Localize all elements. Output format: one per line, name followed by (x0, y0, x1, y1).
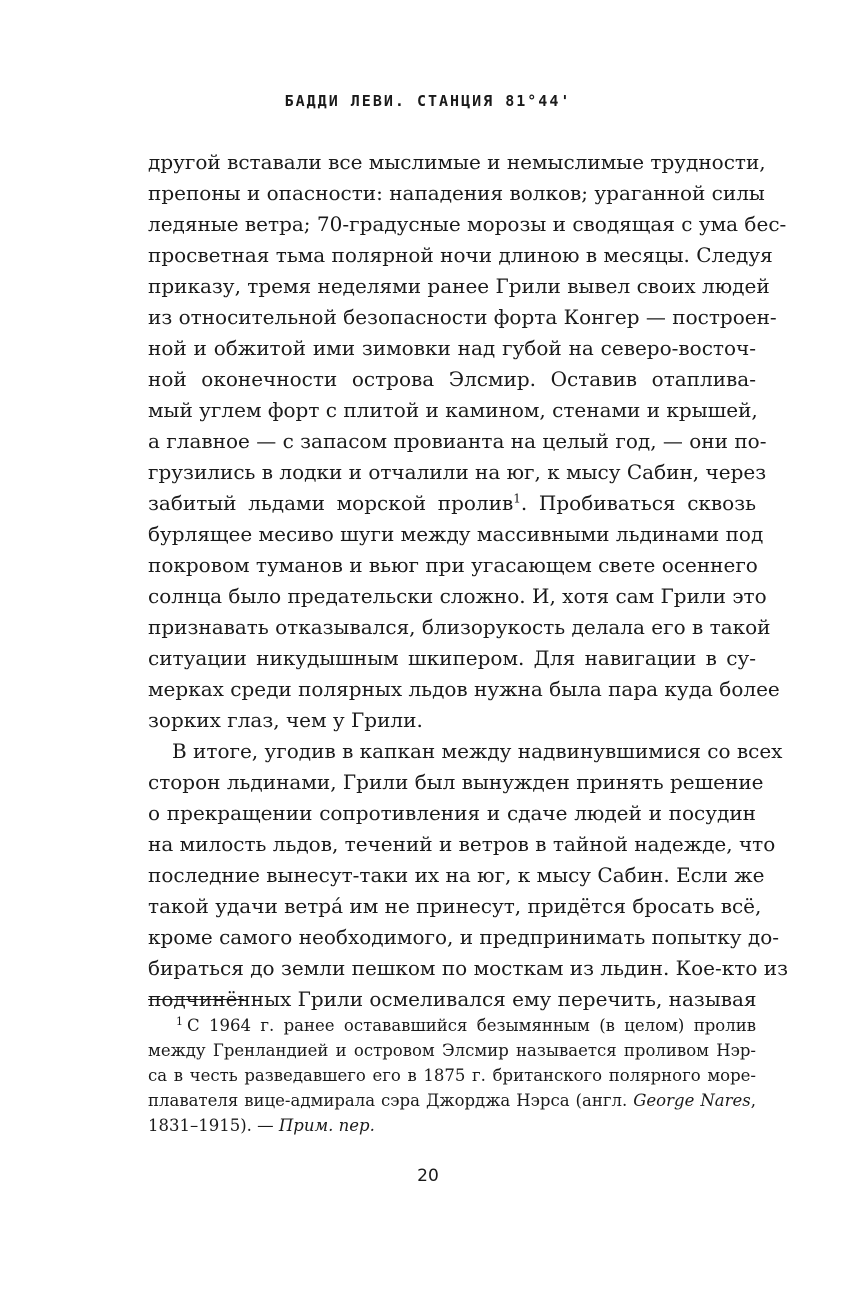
body-line: а главное — с запасом провианта на целый год, — они по- (148, 429, 767, 453)
body-line: бираться до земли пешком по мосткам из льдин. Кое-кто из (148, 956, 788, 980)
body-line: подчинённых Грили осмеливался ему перечить, называя (148, 987, 757, 1011)
body-line-text: забитый льдами морской пролив (148, 491, 514, 515)
body-line: сторон льдинами, Грили был вынужден принять решение (148, 770, 764, 794)
body-line: мый углем форт с плитой и камином, стенами и крышей, (148, 398, 758, 422)
body-line: бурлящее месиво шуги между массивными льдинами под (148, 522, 764, 546)
body-line: ной оконечности острова Элсмир. Оставив отаплива- (148, 367, 756, 391)
footnote-italic-name: George Nares (633, 1091, 751, 1110)
body-line: ситуации никудышным шкипером. Для навигации в су- (148, 646, 756, 670)
body-line: ледяные ветра; 70-градусные морозы и сводящая с ума бес- (148, 212, 787, 236)
body-line: зорких глаз, чем у Грили. (148, 708, 423, 732)
footnote-line: са в честь разведавшего его в 1875 г. британского полярного море- (148, 1066, 756, 1085)
body-line: признавать отказывался, близорукость делала его в такой (148, 615, 771, 639)
footnote-divider (148, 999, 244, 1000)
body-line: просветная тьма полярной ночи длиною в месяцы. Следуя (148, 243, 773, 267)
translator-note: Прим. пер. (278, 1116, 375, 1135)
footnote-line-text: , (750, 1091, 756, 1110)
body-line: препоны и опасности: нападения волков; ураганной силы (148, 181, 765, 205)
footnote-marker: 1 (176, 1014, 183, 1028)
body-line: такой удачи ветрá им не принесут, придётся бросать всё, (148, 894, 762, 918)
body-line: другой вставали все мыслимые и немыслимые трудности, (148, 150, 766, 174)
body-line-text: . Пробиваться сквозь (520, 491, 757, 515)
body-line: грузились в лодки и отчалили на юг, к мысу Сабин, через (148, 460, 767, 484)
footnote-reference[interactable]: 1 (513, 491, 521, 506)
body-line: покровом туманов и вьюг при угасающем свете осеннего (148, 553, 758, 577)
footnote-line (148, 1089, 756, 1113)
body-line: мерках среди полярных льдов нужна была пара куда более (148, 677, 780, 701)
body-line: солнца было предательски сложно. И, хотя сам Грили это (148, 584, 767, 608)
body-line: последние вынесут-таки их на юг, к мысу Сабин. Если же (148, 863, 765, 887)
body-line: о прекращении сопротивления и сдаче людей и посудин (148, 801, 756, 825)
footnote-line-text: плавателя вице-адмирала сэра Джорджа Нэрса (англ. (148, 1091, 628, 1110)
body-line (148, 488, 756, 518)
body-line: приказу, тремя неделями ранее Грили вывел своих людей (148, 274, 770, 298)
body-line: на милость льдов, течений и ветров в тайной надежде, что (148, 832, 776, 856)
page-number: 20 (417, 1166, 439, 1186)
body-line: кроме самого необходимого, и предпринимать попытку до- (148, 925, 780, 949)
body-line: В итоге, угодив в капкан между надвинувшимися со всех (172, 739, 783, 763)
footnote-line (148, 1114, 756, 1138)
footnote-line: между Гренландией и островом Элсмир называется проливом Нэр- (148, 1041, 756, 1060)
footnote-line-text: 1831–1915). — (148, 1116, 274, 1135)
body-line: из относительной безопасности форта Конгер — построен- (148, 305, 777, 329)
footnote-line (148, 1014, 756, 1038)
footnote-line-text: С 1964 г. ранее остававшийся безымянным (в целом) пролив (187, 1016, 756, 1035)
running-head: БАДДИ ЛЕВИ. СТАНЦИЯ 81°44' (284, 92, 572, 110)
body-line: ной и обжитой ими зимовки над губой на северо-восточ- (148, 336, 756, 360)
